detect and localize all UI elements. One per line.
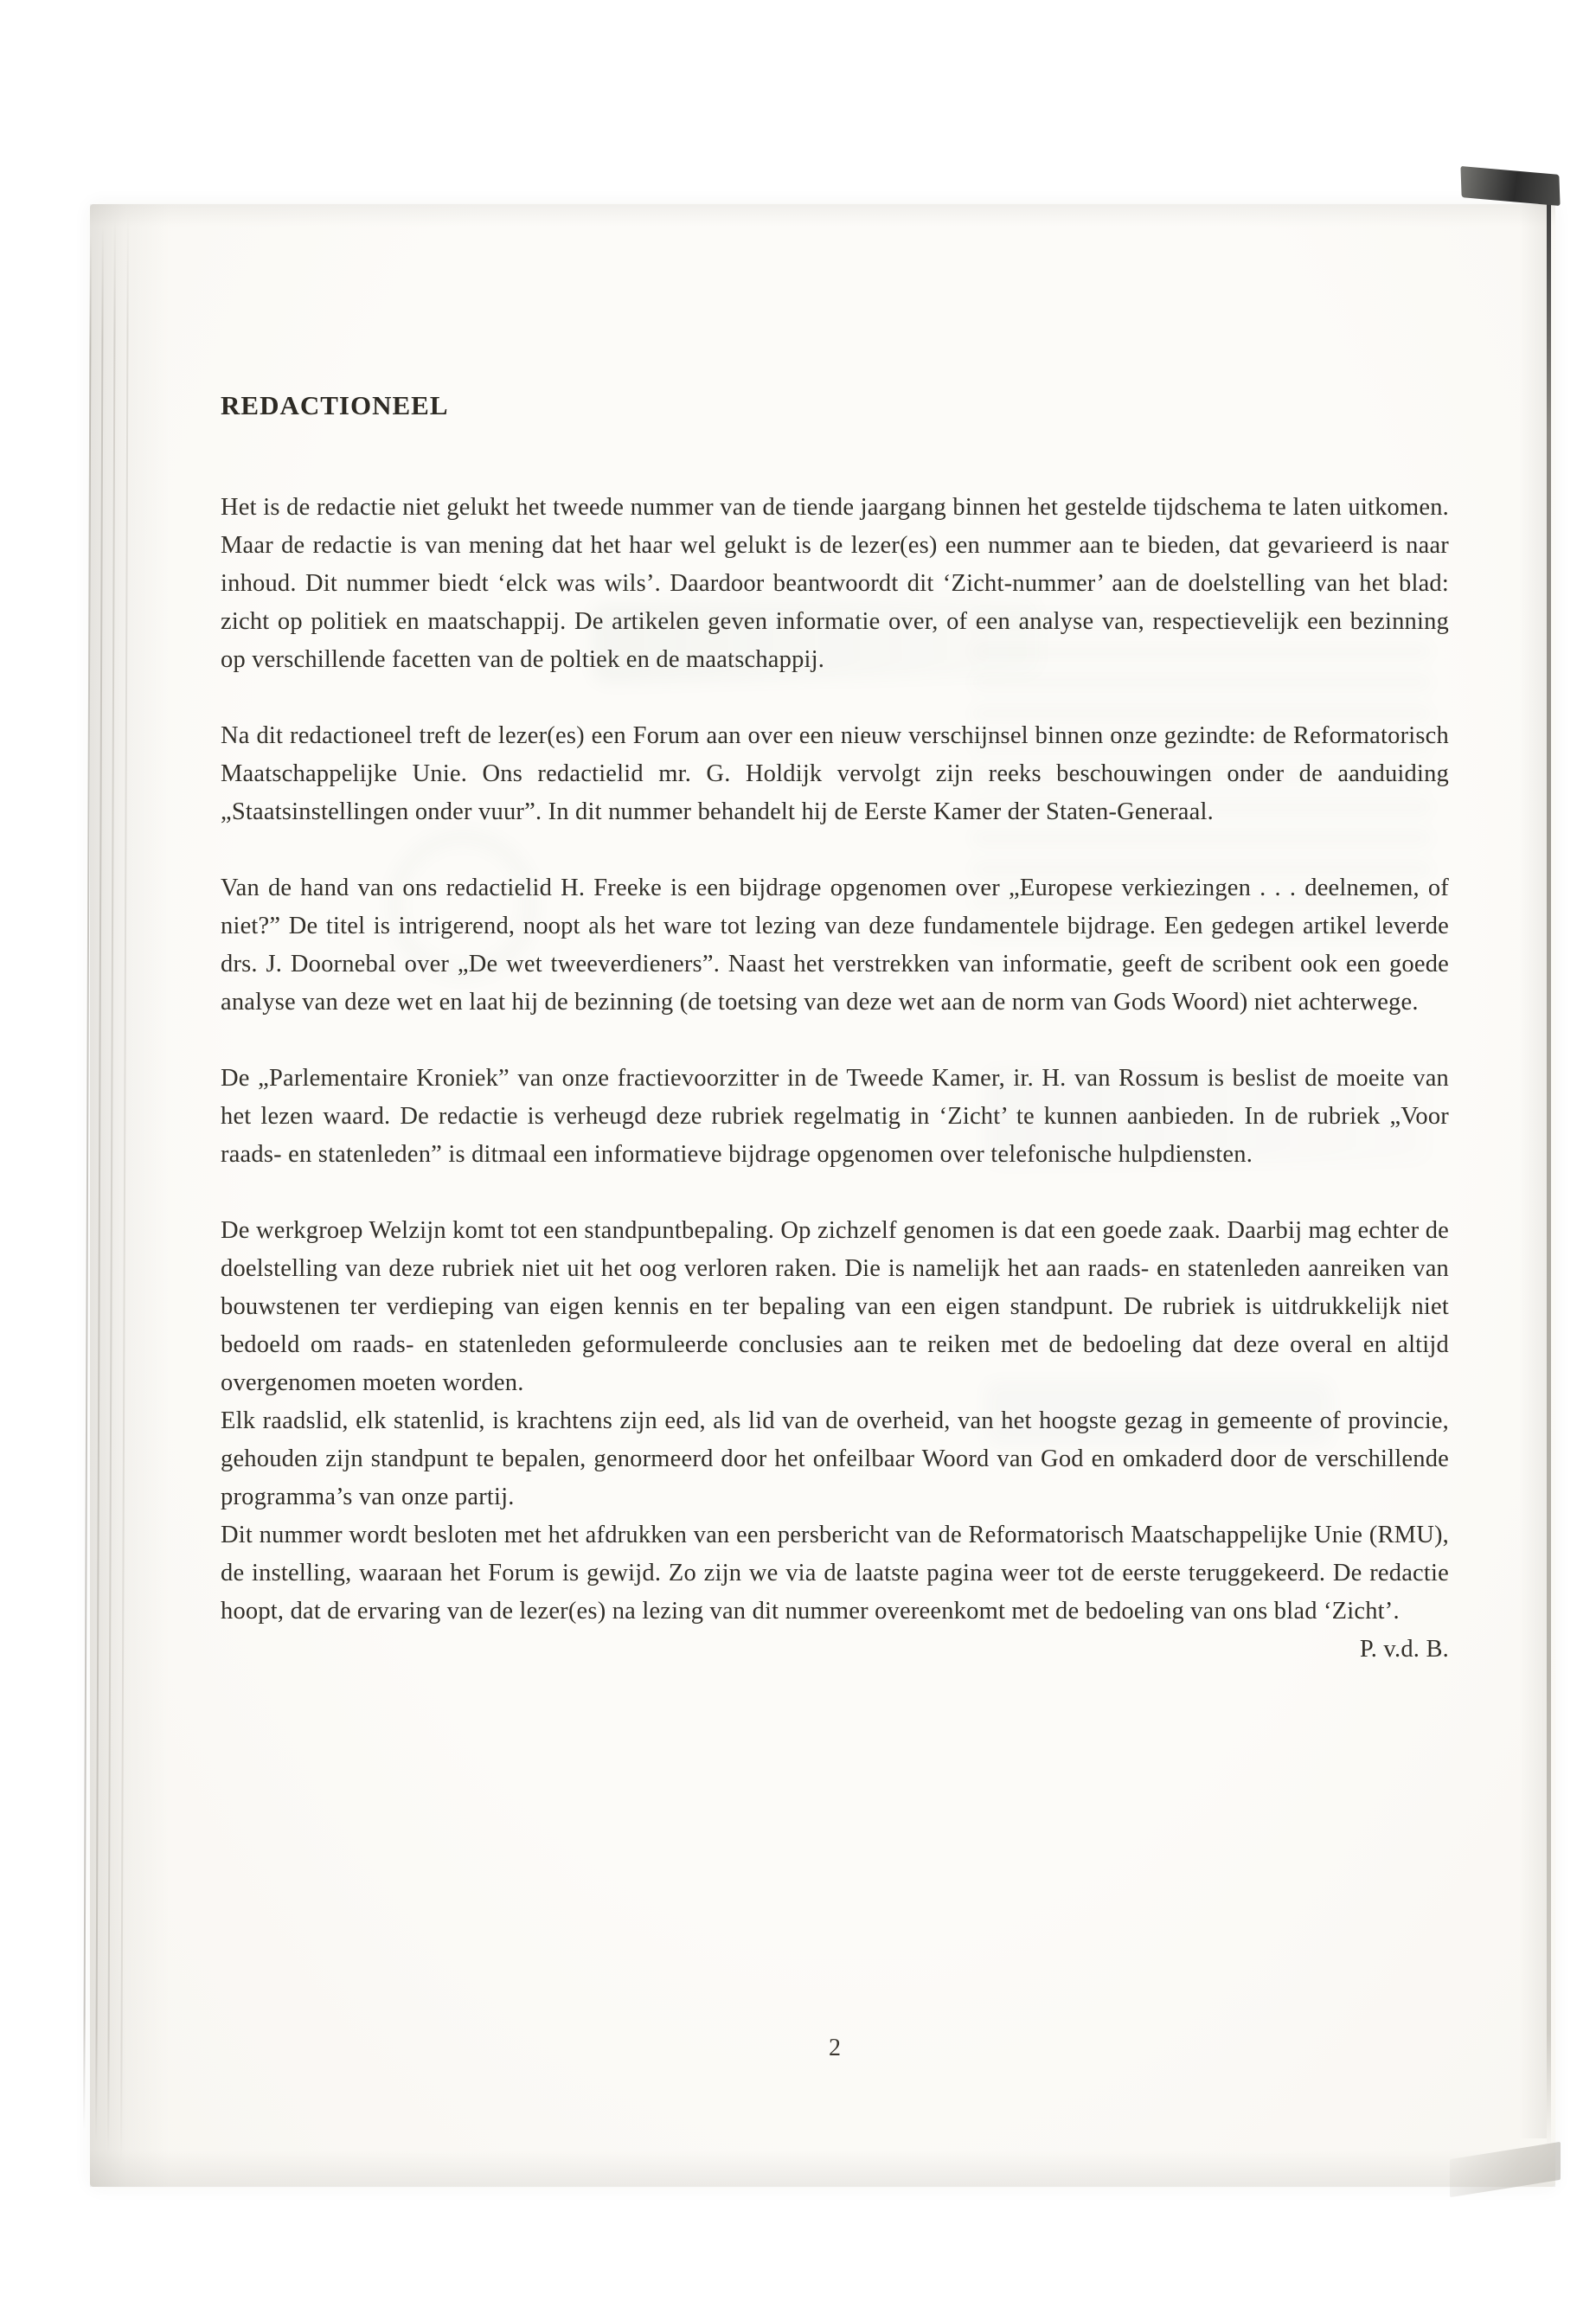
editorial-paragraph: De werkgroep Welzijn komt tot een standpuntbepaling. Op zichzelf genomen is dat een goede zaak. Daarbij mag echter de doelstelling van deze rubriek niet uit het oog verloren raken. Die is namelijk het aan raads- en statenleden aanreiken van bouwstenen ter verdieping van eigen kennis en ter bepaling van een eigen standpunt. De rubriek is uitdrukkelijk niet bedoeld om raads- en statenleden geformuleerde conclusies aan te reiken met de bedoeling dat deze overal en altijd overgenomen moeten worden. [221,1217,1449,1396]
editorial-paragraph: De „Parlementaire Kroniek” van onze fractievoorzitter in de Tweede Kamer, ir. H. van Rossum is beslist de moeite van het lezen waard. De redactie is verheugd deze rubriek regelmatig in ‘Zicht’ te kunnen aanbieden. In de rubriek „Voor raads- en statenleden” is ditmaal een informatieve bijdrage opgenomen over telefonische hulpdiensten. [221,1065,1449,1168]
editorial-paragraph: Van de hand van ons redactielid H. Freeke is een bijdrage opgenomen over „Europese verkiezingen . . . deelnemen, of niet?” De titel is intrigerend, noopt als het ware tot lezing van deze fundamentele bijdrage. Een gedegen artikel leverde drs. J. Doornebal over „De wet tweeverdieners”. Naast het verstrekken van informatie, geeft de scribent ook een goede analyse van deze wet en laat hij de bezinning (de toetsing van deze wet aan de norm van Gods Woord) niet achterwege. [221,875,1449,1016]
right-edge-shadow [1519,201,1547,2138]
page-number: 2 [829,2035,841,2061]
editorial-text-block [221,390,1449,1669]
page-title: REDACTIONEEL [221,390,449,420]
page-bottom-shadow [90,2150,1555,2187]
editorial-paragraph: Na dit redactioneel treft de lezer(es) een Forum aan over een nieuw verschijnsel binnen onze gezindte: de Reformatorisch Maatschappelijke Unie. Ons redactielid mr. G. Holdijk vervolgt zijn reeks beschouwingen onder de aanduiding „Staatsinstellingen onder vuur”. In dit nummer behandelt hij de Eerste Kamer der Staten-Generaal. [221,722,1449,825]
page-top-shadow [90,204,1555,227]
signature: P. v.d. B. [1359,1636,1449,1663]
editorial-paragraph: Elk raadslid, elk statenlid, is krachtens zijn eed, als lid van de overheid, van het hoogste gezag in gemeente of provincie, gehouden zijn standpunt te bepalen, genormeerd door het onfeilbaar Woord van God en omkaderd door de verschillende programma’s van onze partij. [221,1407,1449,1510]
book-cover-edge [1547,197,1551,2150]
editorial-paragraph: Het is de redactie niet gelukt het tweede nummer van de tiende jaargang binnen het gestelde tijdschema te laten uitkomen. Maar de redactie is van mening dat het haar wel gelukt is de lezer(es) een nummer aan te bieden, dat gevarieerd is naar inhoud. Dit nummer biedt ‘elck was wils’. Daardoor beantwoordt dit ‘Zicht-nummer’ aan de doelstelling van het blad: zicht op politiek en maatschappij. De artikelen geven informatie over, of een analyse van, respectievelijk een bezinning op verschillende facetten van de poltiek en de maatschappij. [221,494,1449,673]
editorial-paragraph: Dit nummer wordt besloten met het afdrukken van een persbericht van de Reformatorisch Maatschappelijke Unie (RMU), de instelling, waaraan het Forum is gewijd. Zo zijn we via de laatste pagina weer tot de eerste teruggekeerd. De redactie hoopt, dat de ervaring van de lezer(es) na lezing van dit nummer overeenkomt met de bedoeling van ons blad ‘Zicht’. [221,1522,1449,1625]
book-cover-corner-mark [1460,166,1560,206]
book-page [90,204,1555,2187]
